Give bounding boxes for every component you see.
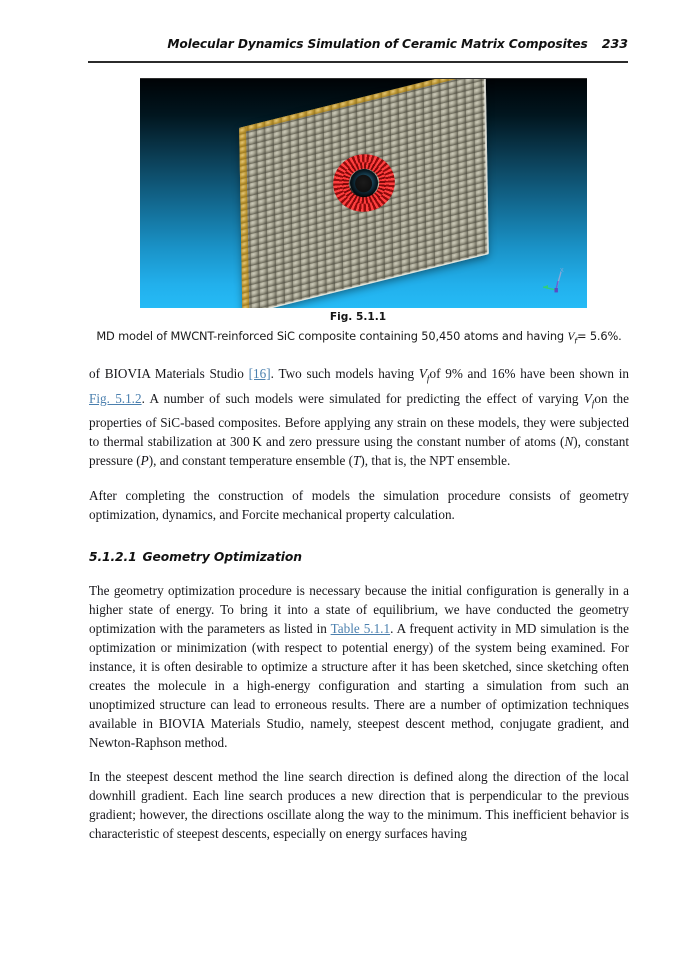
slab-edge-left xyxy=(239,126,249,308)
section-title: Geometry Optimization xyxy=(142,549,302,564)
figure-image xyxy=(140,78,587,308)
carbon-nanotube xyxy=(328,149,399,217)
p1-text-8: ), that is, the NPT ensemble. xyxy=(360,453,511,469)
section-heading-5-1-2-1 xyxy=(89,550,629,564)
p1-text-1: of BIOVIA Materials Studio xyxy=(89,366,249,381)
caption-text-2: = 5.6%. xyxy=(576,329,622,343)
page-number: 233 xyxy=(601,36,628,51)
p1-vf-sub-1: f xyxy=(426,373,430,384)
paragraph-3 xyxy=(89,581,629,752)
section-number: 5.1.2.1 xyxy=(89,549,137,564)
p1-var-p: P xyxy=(140,453,149,469)
figure-label: Fig. 5.1.1 xyxy=(329,311,387,323)
p1-vf-sub-2: f xyxy=(591,398,595,409)
axis-triad-icon xyxy=(539,266,573,298)
figure-link-5-1-2[interactable]: Fig. 5.1.2 xyxy=(89,390,142,406)
axis-label-x: X xyxy=(560,268,564,274)
p1-text-5: on the properties of SiC-based composites. Before applying any strain on these models, they were subjected to thermal stabilization at 300 K and zero pressure using the constant number of atoms ( xyxy=(89,390,629,450)
p1-var-t: T xyxy=(353,453,361,469)
figure-caption xyxy=(88,329,630,345)
caption-vf-subscript: f xyxy=(574,336,577,346)
running-head-title: Molecular Dynamics Simulation of Ceramic Matrix Composites xyxy=(167,37,588,51)
slab-edge-right xyxy=(483,78,489,253)
slab-edge-top xyxy=(240,78,485,132)
p1-text-3: of 9% and 16% have been shown in xyxy=(429,366,629,381)
p3-text-2: . A frequent activity in MD simulation is the optimization or minimization (with respect to potential energy) of the system being examined. For instance, it is often desirable to optimize a structure after it has been sketched, since sketching often creates the molecule in a high-energy configuration and starting a simulation from such an unoptimized structure can lead to erroneous results. There are a number of optimization techniques available in BIOVIA Materials Studio, namely, steepest descent method, conjugate gradient, and Newton-Raphson method. xyxy=(89,620,629,750)
table-link-5-1-1[interactable]: Table 5.1.1 xyxy=(330,620,391,636)
paragraph-2: After completing the construction of models the simulation procedure consists of geometry optimization, dynamics, and Forcite mechanical property calculation. xyxy=(89,487,629,522)
figure-5-1-1 xyxy=(140,78,587,308)
p1-text-2: . Two such models having xyxy=(270,366,419,381)
paragraph-4: In the steepest descent method the line search direction is defined along the direction of the local downhill gradient. Each line search produces a new direction that is perpendicular to the previous gradient; however, the directions oscillate along the way to the minimum. This inefficient behavior is characteristic of steepest descents, especially on energy surfaces having xyxy=(89,769,629,842)
slab-edge-bottom xyxy=(243,252,488,308)
caption-vf-symbol: V xyxy=(567,331,575,343)
p1-text-7: ), and constant temperature ensemble ( xyxy=(148,453,354,469)
p3-text-1: The geometry optimization procedure is necessary because the initial configuration is generally in a higher state of energy. To bring it into a state of equilibrium, we have conducted the geometry optimization with the parameters as listed in xyxy=(89,582,629,636)
caption-text-1: MD model of MWCNT-reinforced SiC composite containing 50,450 atoms and having xyxy=(96,329,568,343)
running-head xyxy=(88,36,628,51)
body-text xyxy=(89,364,629,843)
p1-var-n: N xyxy=(564,434,574,450)
citation-link-16[interactable]: [16] xyxy=(248,366,271,381)
paragraph-1 xyxy=(89,364,629,471)
p1-vf-symbol-1: V xyxy=(418,366,427,381)
p1-text-4: . A number of such models were simulated for predicting the effect of varying xyxy=(141,390,584,406)
p1-text-6: ), constant pressure ( xyxy=(89,434,629,469)
p1-vf-symbol-2: V xyxy=(583,390,592,406)
header-rule xyxy=(88,61,628,63)
